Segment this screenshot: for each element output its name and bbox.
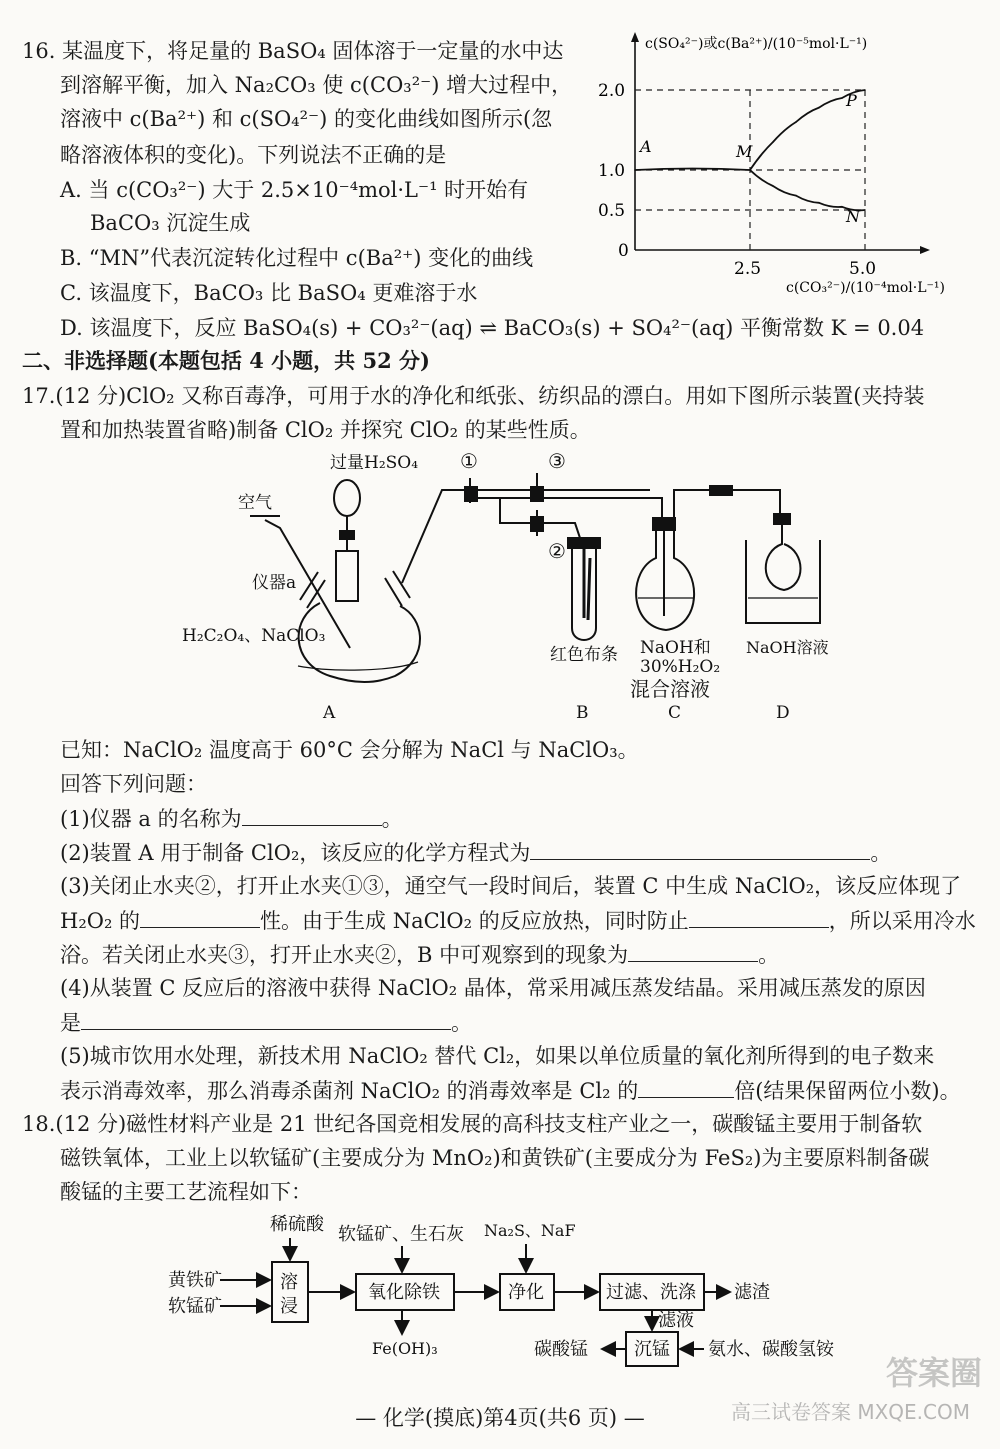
answer-blank-5[interactable] bbox=[638, 1077, 734, 1098]
tube-to-c bbox=[650, 498, 662, 520]
label-app-a: A bbox=[323, 703, 336, 723]
label-residue: 滤渣 bbox=[734, 1282, 770, 1303]
q17-part5-text-b: 倍(结果保留两位小数)。 bbox=[734, 1079, 961, 1103]
point-n-label: N bbox=[846, 207, 860, 226]
q17-line2: 置和加热装置省略)制备 ClO₂ 并探究 ClO₂ 的某些性质。 bbox=[60, 418, 591, 442]
q16-option-a-line2: BaCO₃ 沉淀生成 bbox=[90, 211, 251, 235]
q17-part5-text-a: 表示消毒效率，那么消毒杀菌剂 NaClO₂ 的消毒效率是 Cl₂ 的 bbox=[60, 1079, 639, 1103]
series-MN-point-5 bbox=[864, 209, 866, 211]
answer-blank-1[interactable] bbox=[242, 805, 382, 826]
label-dissolve-2: 浸 bbox=[280, 1296, 298, 1317]
label-clamp-1: ① bbox=[460, 449, 478, 473]
q17-ask: 回答下列问题： bbox=[60, 772, 207, 796]
clamps bbox=[464, 486, 544, 532]
label-dilute-sulfuric: 稀硫酸 bbox=[270, 1214, 324, 1235]
flask-c-stopper bbox=[653, 518, 675, 530]
series-MP-point-6 bbox=[864, 89, 866, 91]
answer-blank-3b[interactable] bbox=[689, 907, 829, 928]
clamp-2-icon bbox=[530, 516, 544, 532]
series-MP-point-2 bbox=[772, 141, 774, 143]
q16-option-a-line1: A. 当 c(CO₃²⁻) 大于 2.5×10⁻⁴mol·L⁻¹ 时开始有 bbox=[60, 178, 529, 202]
series-MN-point-1 bbox=[772, 185, 774, 187]
flask-c bbox=[636, 530, 694, 630]
q17-part3-text-d: 浴。若关闭止水夹③，打开止水夹②，B 中可观察到的现象为 bbox=[60, 943, 629, 967]
label-clamp-2: ② bbox=[548, 539, 566, 563]
series-MN-point-3 bbox=[818, 202, 820, 204]
q16-line1: 16. 某温度下，将足量的 BaSO₄ 固体溶于一定量的水中达 bbox=[22, 39, 564, 63]
q16-line2: 到溶解平衡，加入 Na₂CO₃ 使 c(CO₃²⁻) 增大过程中， bbox=[60, 73, 573, 97]
q17-part5-line1: (5)城市饮用水处理，新技术用 NaClO₂ 替代 Cl₂，如果以单位质量的氧化剂所得到的电子数来 bbox=[60, 1044, 935, 1068]
label-na2s-naf: Na₂S、NaF bbox=[484, 1221, 576, 1240]
q17-part1-text: (1)仪器 a 的名称为 bbox=[60, 807, 242, 831]
label-ammonia-bicarb: 氨水、碳酸氢铵 bbox=[708, 1339, 834, 1360]
q17-part4-text: 是 bbox=[60, 1011, 81, 1035]
q17-part5-line2 bbox=[60, 1077, 961, 1104]
period: 。 bbox=[451, 1011, 472, 1035]
funnel-d-stopper bbox=[774, 514, 790, 524]
period: 。 bbox=[758, 943, 780, 967]
flask-liquid-level bbox=[298, 662, 418, 670]
q16-option-d: D. 该温度下，反应 BaSO₄(s) + CO₃²⁻(aq) ⇌ BaCO₃(s) + SO₄²⁻(aq) 平衡常数 K = 0.04 bbox=[60, 316, 925, 340]
process-flow-diagram bbox=[160, 1210, 880, 1390]
page-footer: — 化学(摸底)第4页(共6 页) — bbox=[355, 1406, 645, 1430]
label-naoh-mix-2: 30%H₂O₂ bbox=[640, 657, 721, 677]
red-cloth-strip bbox=[584, 548, 590, 620]
label-filtrate: 滤液 bbox=[658, 1310, 694, 1331]
q17-part4-line2 bbox=[60, 1009, 472, 1036]
answer-blank-3c[interactable] bbox=[628, 941, 758, 962]
test-tube-b-stopper bbox=[568, 538, 600, 548]
label-red-cloth: 红色布条 bbox=[550, 645, 618, 665]
q17-known: 已知：NaClO₂ 温度高于 60°C 会分解为 NaCl 与 NaClO₃。 bbox=[60, 738, 639, 762]
label-pyrolusite: 软锰矿 bbox=[168, 1296, 222, 1317]
x-axis-arrow bbox=[920, 246, 930, 254]
label-mnco3: 碳酸锰 bbox=[534, 1339, 588, 1360]
q16-option-b: B. “MN”代表沉淀转化过程中 c(Ba²⁺) 变化的曲线 bbox=[60, 246, 534, 270]
label-oxidize-iron: 氧化除铁 bbox=[368, 1282, 440, 1303]
funnel-stopcock bbox=[340, 531, 354, 539]
watermark-logo: 答案圈 bbox=[885, 1354, 982, 1392]
y-tick-label-0: 2.0 bbox=[598, 81, 626, 101]
series-MN-point-0 bbox=[749, 169, 751, 171]
beaker-d bbox=[746, 540, 820, 623]
label-reagents: H₂C₂O₄、NaClO₃ bbox=[182, 626, 326, 646]
label-purify: 净化 bbox=[508, 1282, 544, 1303]
series-MN-point-4 bbox=[841, 206, 843, 208]
q17-part1 bbox=[60, 805, 403, 832]
q17-part3-text-a: H₂O₂ 的 bbox=[60, 909, 141, 933]
watermark-text: 高三试卷答案 MXQE.COM bbox=[730, 1400, 970, 1424]
tube-connector bbox=[710, 486, 732, 495]
q17-part3-line3 bbox=[60, 941, 779, 968]
q17-part4-line1: (4)从装置 C 反应后的溶液中获得 NaClO₂ 晶体，常采用减压蒸发结晶。采用减压蒸发的原因 bbox=[60, 976, 926, 1000]
series-MP-point-0 bbox=[634, 169, 636, 171]
answer-blank-3a[interactable] bbox=[140, 907, 260, 928]
label-app-d: D bbox=[776, 703, 790, 723]
y-axis-arrow bbox=[631, 32, 639, 42]
inverted-funnel-d bbox=[766, 524, 801, 590]
y-tick-label-1: 1.0 bbox=[598, 161, 626, 181]
answer-blank-2[interactable] bbox=[530, 839, 870, 860]
series-MN-point-2 bbox=[795, 195, 797, 197]
y-tick-label-2: 0.5 bbox=[598, 201, 626, 221]
series-MP-point-4 bbox=[818, 107, 820, 109]
label-h2so4: 过量H₂SO₄ bbox=[330, 453, 419, 473]
label-filter-wash: 过滤、洗涤 bbox=[606, 1282, 696, 1303]
q18-line2: 磁铁氧体，工业上以软锰矿(主要成分为 MnO₂)和黄铁矿(主要成分为 FeS₂)为主要原料制备碳 bbox=[60, 1146, 930, 1170]
x-tick-label-0: 2.5 bbox=[734, 259, 762, 279]
q17-part3-line1: (3)关闭止水夹②，打开止水夹①③，通空气一段时间后，装置 C 中生成 NaClO₂，该反应体现了 bbox=[60, 874, 962, 898]
point-m-label: M bbox=[736, 142, 753, 161]
q16-line4: 略溶液体积的变化)。下列说法不正确的是 bbox=[60, 143, 447, 167]
q16-option-c: C. 该温度下，BaCO₃ 比 BaSO₄ 更难溶于水 bbox=[60, 281, 478, 305]
q17-part2 bbox=[60, 839, 891, 866]
label-feoh3: Fe(OH)₃ bbox=[372, 1339, 438, 1358]
label-naoh-d: NaOH溶液 bbox=[746, 638, 829, 657]
x-axis-label: c(CO₃²⁻)/(10⁻⁴mol·L⁻¹) bbox=[786, 280, 945, 296]
q16-line3: 溶液中 c(Ba²⁺) 和 c(SO₄²⁻) 的变化曲线如图所示(忽 bbox=[60, 107, 553, 131]
label-instrument-a: 仪器a bbox=[252, 573, 297, 593]
label-mix-solution: 混合溶液 bbox=[630, 677, 710, 701]
answer-blank-4[interactable] bbox=[81, 1009, 451, 1030]
label-app-c: C bbox=[668, 703, 682, 723]
label-air: 空气 bbox=[238, 493, 272, 513]
q17-part3-line2 bbox=[60, 907, 976, 934]
section-2-heading: 二、非选择题(本题包括 4 小题，共 52 分) bbox=[22, 348, 430, 373]
series-MP-point-3 bbox=[795, 121, 797, 123]
flask-middle-neck bbox=[336, 551, 358, 601]
label-naoh-mix-1: NaOH和 bbox=[640, 638, 711, 658]
point-p-label: P bbox=[846, 91, 857, 110]
period: 。 bbox=[381, 807, 403, 831]
flask-left-neck bbox=[300, 572, 325, 608]
series-MP-point-5 bbox=[841, 97, 843, 99]
apparatus-diagram bbox=[180, 448, 840, 728]
x-tick-label-1: 5.0 bbox=[849, 259, 877, 279]
q17-part3-text-c: ，所以采用冷水 bbox=[828, 909, 976, 933]
clamp-3-icon bbox=[530, 486, 544, 502]
period: 。 bbox=[870, 841, 892, 865]
point-a-label: A bbox=[640, 137, 652, 156]
y-axis-label: c(SO₄²⁻)或c(Ba²⁺)/(10⁻⁵mol·L⁻¹) bbox=[645, 36, 868, 52]
origin-label: 0 bbox=[618, 241, 629, 261]
label-pyrite: 黄铁矿 bbox=[168, 1270, 222, 1291]
label-clamp-3: ③ bbox=[548, 449, 566, 473]
q18-line3: 酸锰的主要工艺流程如下： bbox=[60, 1180, 312, 1204]
series-line-MN bbox=[750, 170, 865, 210]
q17-line1: 17.(12 分)ClO₂ 又称百毒净，可用于水的净化和纸张、纺织品的漂白。用如下图所示装置(夹持装 bbox=[22, 384, 925, 408]
dropping-funnel bbox=[334, 480, 360, 516]
flask-right-neck bbox=[385, 571, 410, 606]
label-precipitate-mn: 沉锰 bbox=[634, 1339, 670, 1360]
solubility-chart bbox=[590, 20, 990, 300]
label-app-b: B bbox=[576, 703, 589, 723]
label-dissolve-1: 溶 bbox=[280, 1272, 298, 1293]
label-pyrolusite-lime: 软锰矿、生石灰 bbox=[338, 1224, 464, 1245]
q17-part2-text: (2)装置 A 用于制备 ClO₂，该反应的化学方程式为 bbox=[60, 841, 531, 865]
outlet-tube bbox=[402, 490, 475, 583]
q18-line1: 18.(12 分)磁性材料产业是 21 世纪各国竞相发展的高科技支柱产业之一，碳酸锰主要用于制备软 bbox=[22, 1112, 923, 1136]
clamp-1-icon bbox=[464, 486, 478, 502]
q17-part3-text-b: 性。由于生成 NaClO₂ 的反应放热，同时防止 bbox=[260, 909, 689, 933]
